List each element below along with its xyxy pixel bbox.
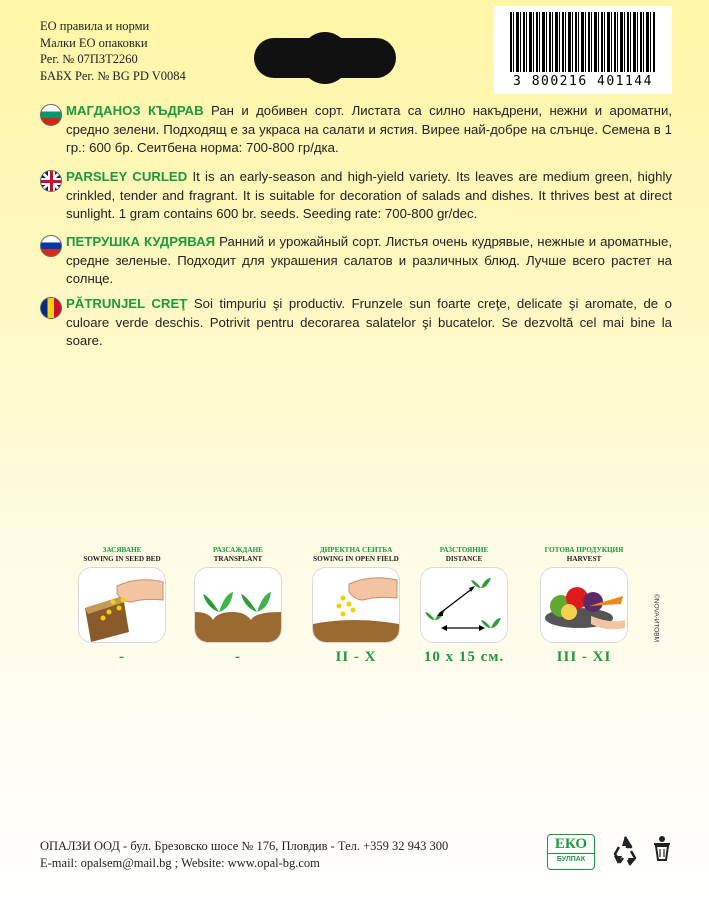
- registration-line: ЕО правила и норми: [40, 19, 150, 33]
- footer-contact: E-mail: opalsem@mail.bg ; Website: www.opal-bg.com: [40, 856, 320, 870]
- harvest-basket-icon: [540, 567, 628, 643]
- description-text: Ранний и урожайный сорт. Листья очень кудрявые, нежные и ароматные, средне зеленые. Подходит для украшения салатов и различных блюд. Лучше всего растет на солнце.: [66, 234, 672, 287]
- step-label-bg: РАЗСТОЯНИЕ: [439, 546, 489, 554]
- description-english: [66, 168, 672, 224]
- step-label-en: SOWING IN OPEN FIELD: [313, 555, 399, 563]
- step-value: III - XI: [556, 649, 612, 665]
- description-text: Ран и добивен сорт. Листата са силно накъдрени, нежни и ароматни, средно зелени. Подходящ е за украса на салати и ястия. Вирее най-добре на слънце. Семена в 1 гр.: 600 бр. Сеитбена норма: 700-800 гр/дка.: [66, 103, 672, 156]
- step-sowing-seed-bed: [74, 546, 170, 666]
- step-label-bg: ЗАСЯВАНЕ: [102, 546, 142, 554]
- step-value: II - X: [335, 649, 377, 665]
- step-transplant: [190, 546, 286, 666]
- copyright-vertical: [651, 578, 661, 658]
- description-text: It is an early-season and high-yield variety. Its leaves are medium green, highly crinkled, tender and fragrant. It is suitable for decoration of salads and dishes. It thrives best at direct sunlight. 1 gram contains 600 br. seeds. Seeding rate: 700-800 gr/dec.: [66, 169, 672, 222]
- description-romanian: [66, 295, 672, 351]
- step-value: -: [119, 649, 125, 665]
- registration-line: БАБХ Рег. № BG PD V0084: [40, 68, 186, 83]
- copyright-text: ©NOVA-ИТОВМ: [652, 593, 660, 643]
- eko-logo-top: ЕКО: [554, 836, 588, 852]
- barcode-number: 3 800216 401144: [513, 74, 653, 89]
- eko-bulpak-logo: [547, 834, 595, 870]
- trash-bin-icon: [650, 834, 674, 871]
- registration-line: Малки ЕО опаковки: [40, 35, 148, 50]
- distance-icon: [420, 567, 508, 643]
- barcode: [494, 6, 672, 94]
- description-title: ПЕТРУШКА КУДРЯВАЯ: [66, 234, 216, 249]
- registration-line: Рег. № 07ПЗТ2260: [40, 52, 138, 66]
- transplant-icon: [194, 567, 282, 643]
- sowing-open-field-icon: [312, 567, 400, 643]
- footer: [40, 838, 448, 872]
- description-text: Soi timpuriu şi productiv. Frunzele sun foarte creţe, delicate şi aromate, de o culoare verde deschis. Potrivit pentru decorarea salatelor şi bucatelor. Se dezvoltă cel mai bine la soare.: [66, 296, 672, 349]
- step-sowing-open-field: [308, 546, 404, 666]
- step-label-en: SOWING IN SEED BED: [83, 555, 161, 563]
- description-title: МАГДАНОЗ КЪДРАВ: [66, 103, 204, 118]
- step-label-en: TRANSPLANT: [213, 555, 263, 563]
- barcode-bars: [510, 12, 656, 72]
- description-title: PARSLEY CURLED: [66, 169, 188, 184]
- step-value: -: [235, 649, 241, 665]
- step-label-en: HARVEST: [566, 555, 602, 563]
- step-label-bg: РАЗСАЖДАНЕ: [213, 546, 263, 554]
- description-bulgarian: [66, 102, 672, 158]
- flag-russia-icon: [40, 235, 62, 257]
- hang-hole-shape: [254, 38, 396, 78]
- step-label-en: DISTANCE: [445, 555, 483, 563]
- step-label-bg: ГОТОВА ПРОДУКЦИЯ: [544, 546, 624, 554]
- flag-uk-icon: [40, 170, 62, 192]
- eko-logo-bottom: БУЛПАК: [548, 853, 594, 865]
- flag-bulgaria-icon: [40, 104, 62, 126]
- registration-info: [40, 18, 186, 84]
- step-value: 10 x 15 см.: [423, 649, 505, 665]
- footer-address: ОПАЛЗИ ООД - бул. Брезовско шосе № 176, Пловдив - Тел. +359 32 943 300: [40, 839, 449, 853]
- step-distance: [416, 546, 512, 666]
- sowing-seed-bed-icon: [78, 567, 166, 643]
- step-harvest: [536, 546, 632, 666]
- step-label-bg: ДИРЕКТНА СЕИТБА: [319, 546, 393, 554]
- description-russian: [66, 233, 672, 289]
- description-title: PĂTRUNJEL CREŢ: [66, 296, 188, 311]
- recycle-icon: [610, 834, 640, 873]
- flag-romania-icon: [40, 297, 62, 319]
